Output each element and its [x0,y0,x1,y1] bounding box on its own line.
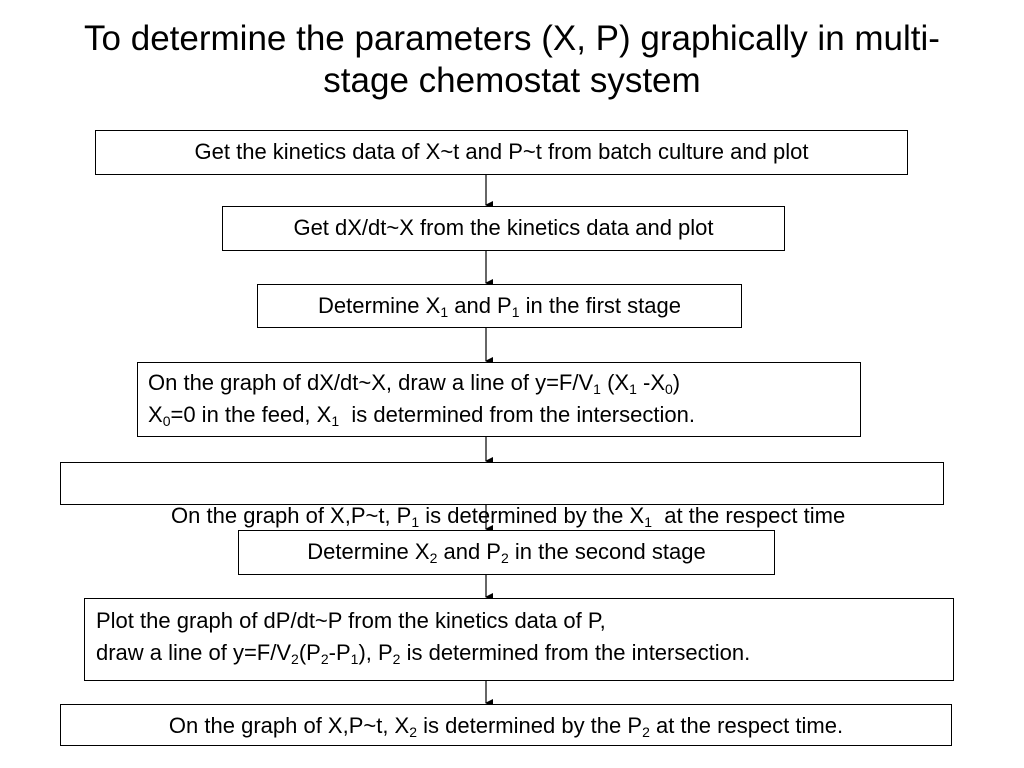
slide-title [0,18,1024,102]
step-8-text: On the graph of X,P~t, $X_2$ is determined by the $P_2$ at the respect time. [168,713,844,740]
step-7-box [84,598,954,681]
step-3-text: Determine $X_1$ and $P_1$ in the first stage [318,293,681,320]
step-7-line-2: draw a line of $y=F/V_2(P_2-P_1)$, $P_2$ is determined from the intersection. [96,640,751,667]
step-6-box [238,530,775,575]
step-7-line-1: Plot the graph of dP/dt~P from the kinetics data of P, [96,608,606,633]
step-4-box [137,362,861,437]
step-4-line-1: On the graph of dX/dt~X, draw a line of $y=F/V_1$ ($X_1$ $-X_0$) [148,370,681,397]
step-3-box [257,284,742,328]
title-line-1: To determine the parameters (X, P) graphically in multi- [84,19,940,58]
step-5-text: On the graph of X,P~t, $P_1$ is determined by the $X_1$ at the respect time [171,503,846,530]
step-1-text: Get the kinetics data of X~t and P~t from batch culture and plot [194,139,809,164]
step-1-box [95,130,908,175]
step-8-box [60,704,952,746]
title-line-2: stage chemostat system [323,61,701,100]
step-4-line-2: $X_0=0$ in the feed, $X_1$ is determined from the intersection. [148,402,695,429]
step-2-text: Get dX/dt~X from the kinetics data and plot [293,215,714,240]
step-2-box [222,206,785,251]
step-6-text: Determine $X_2$ and $P_2$ in the second stage [307,539,706,566]
step-5-box [60,462,944,530]
